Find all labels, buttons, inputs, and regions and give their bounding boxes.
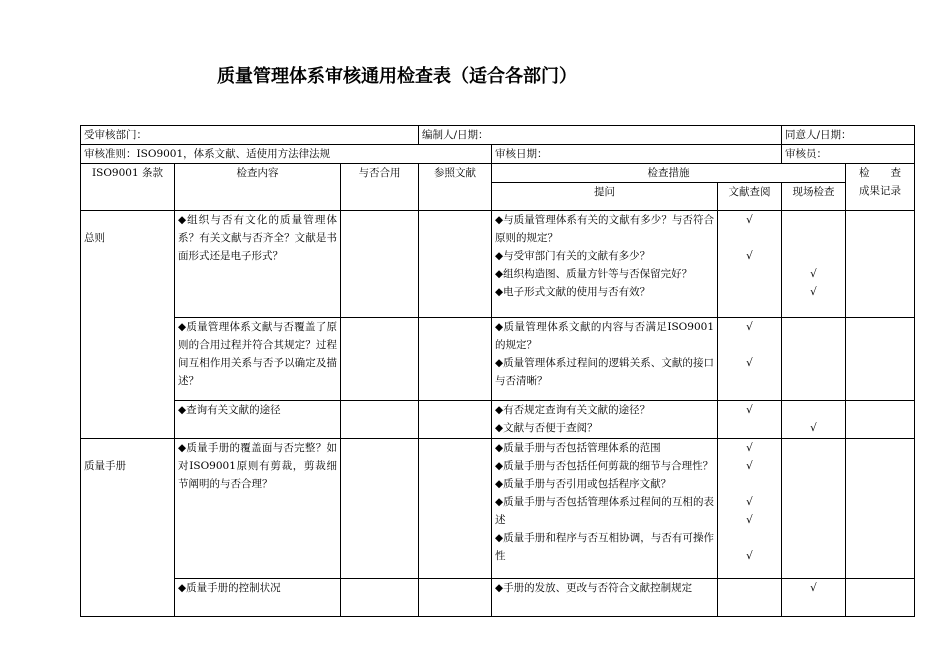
doc-review-cell (718, 211, 782, 318)
table-row (81, 579, 915, 617)
question-cell (492, 211, 718, 318)
question-cell (492, 401, 718, 439)
doc-review-cell (718, 401, 782, 439)
question-item: ◆有否规定查询有关文献的途径？ (495, 404, 651, 416)
doc-review-cell (718, 579, 782, 617)
page-title: 质量管理体系审核通用检查表（适合各部门） (217, 66, 577, 87)
info-row-2 (81, 145, 915, 164)
conform-cell (341, 401, 419, 439)
header-measures: 检查措施 (492, 164, 846, 183)
check-mark: √ (746, 250, 753, 262)
clause-general: 总则 (81, 211, 175, 439)
header-result-line1: 检 查 (859, 167, 902, 179)
question-item: ◆质量管理体系文献的内容与否满足ISO9001的规定？ (495, 321, 715, 351)
header-clause: ISO9001 条款 (81, 164, 175, 211)
check-mark: √ (746, 442, 753, 454)
auditor-cell: 审核员： (782, 145, 915, 164)
check-mark: √ (746, 321, 753, 333)
result-cell (846, 439, 915, 579)
checklist-table (80, 125, 915, 617)
check-mark: √ (746, 214, 753, 226)
check-mark: √ (746, 496, 753, 508)
question-item: ◆与受审部门有关的文献有多少？ (495, 250, 651, 262)
table-row (81, 401, 915, 439)
header-result (846, 164, 915, 211)
reference-cell (419, 579, 492, 617)
check-mark: √ (746, 357, 753, 369)
question-item: ◆质量手册与否包括管理体系的范围 (495, 442, 661, 454)
check-mark: √ (810, 268, 817, 280)
reference-cell (419, 318, 492, 401)
question-item: ◆质量手册与否引用或包括程序文献？ (495, 478, 672, 490)
doc-review-cell (718, 439, 782, 579)
check-content: ◆查询有关文献的途径 (175, 401, 341, 439)
reference-cell (419, 439, 492, 579)
info-row-1 (81, 126, 915, 145)
header-conform: 与否合用 (341, 164, 419, 211)
question-item: ◆质量手册与否包括任何剪裁的细节与合理性？ (495, 460, 714, 472)
audited-dept-cell: 受审核部门： (81, 126, 419, 145)
check-content: ◆质量手册的覆盖面与否完整？如对ISO9001原则有剪裁，剪裁细节阐明的与否合理？ (175, 439, 341, 579)
conform-cell (341, 439, 419, 579)
check-content: ◆组织与否有文化的质量管理体系？有关文献与否齐全？文献是书面形式还是电子形式？ (175, 211, 341, 318)
check-mark: √ (746, 550, 753, 562)
result-cell (846, 401, 915, 439)
check-mark: √ (810, 422, 817, 434)
question-item: ◆组织构造图、质量方针等与否保留完好？ (495, 268, 693, 280)
conform-cell (341, 318, 419, 401)
site-check-cell (782, 579, 846, 617)
question-item: ◆质量管理体系过程间的逻辑关系、文献的接口与否清晰？ (495, 357, 715, 387)
header-site-check: 现场检查 (782, 183, 846, 211)
check-mark: √ (746, 404, 753, 416)
clause-manual: 质量手册 (81, 439, 175, 617)
check-mark: √ (746, 514, 753, 526)
result-cell (846, 318, 915, 401)
question-item: ◆文献与否便于查阅？ (495, 422, 598, 434)
header-result-line2: 成果记录 (859, 185, 902, 197)
header-doc-review: 文献查阅 (718, 183, 782, 211)
doc-review-cell (718, 318, 782, 401)
site-check-cell (782, 211, 846, 318)
check-content: ◆质量手册的控制状况 (175, 579, 341, 617)
check-mark: √ (810, 582, 817, 594)
question-item: ◆质量手册和程序与否互相协调，与否有可操作性 (495, 532, 715, 562)
header-question: 提问 (492, 183, 718, 211)
check-mark: √ (746, 460, 753, 472)
conform-cell (341, 211, 419, 318)
conform-cell (341, 579, 419, 617)
reference-cell (419, 211, 492, 318)
question-cell (492, 579, 718, 617)
header-row-1 (81, 164, 915, 183)
compiler-cell: 编制人/日期： (419, 126, 782, 145)
question-item: ◆电子形式文献的使用与否有效？ (495, 286, 651, 298)
question-cell (492, 318, 718, 401)
table-row (81, 318, 915, 401)
check-mark: √ (810, 286, 817, 298)
check-content: ◆质量管理体系文献与否覆盖了原则的合用过程并符合其规定？过程间互相作用关系与否予以确定及描述？ (175, 318, 341, 401)
question-item: ◆与质量管理体系有关的文献有多少？与否符合原则的规定？ (495, 214, 715, 244)
criteria-cell: 审核准则：ISO9001，体系文献、适使用方法律法规 (81, 145, 492, 164)
question-cell (492, 439, 718, 579)
table-row (81, 439, 915, 579)
table-row (81, 211, 915, 318)
approver-cell: 同意人/日期： (782, 126, 915, 145)
result-cell (846, 579, 915, 617)
question-item: ◆质量手册与否包括管理体系过程间的互相的表述 (495, 496, 715, 526)
reference-cell (419, 401, 492, 439)
site-check-cell (782, 439, 846, 579)
header-content: 检查内容 (175, 164, 341, 211)
audit-date-cell: 审核日期： (492, 145, 782, 164)
question-item: ◆手册的发放、更改与否符合文献控制规定 (495, 582, 693, 594)
site-check-cell (782, 401, 846, 439)
header-reference: 参照文献 (419, 164, 492, 211)
site-check-cell (782, 318, 846, 401)
result-cell (846, 211, 915, 318)
